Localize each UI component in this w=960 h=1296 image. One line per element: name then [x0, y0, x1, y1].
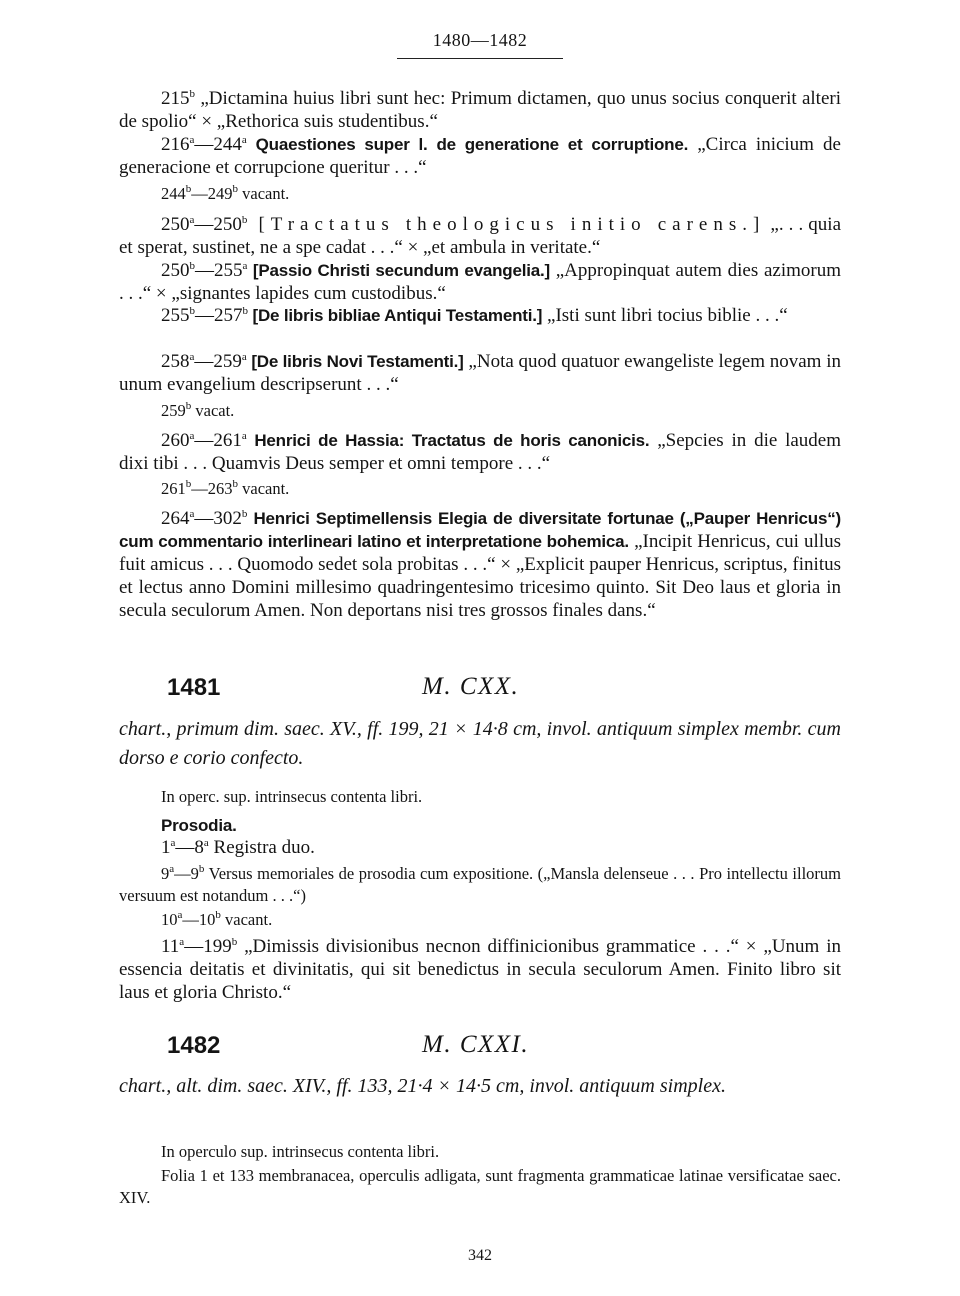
folio-side: a: [189, 508, 195, 520]
entry-number: 1481: [167, 674, 221, 701]
folio: 9: [190, 864, 199, 883]
folio: 250: [213, 214, 242, 235]
folio-side: b: [232, 478, 238, 490]
folio-side: a: [203, 837, 209, 849]
folio-side: b: [241, 214, 248, 226]
folio-dash: —: [175, 837, 195, 858]
folio-side: b: [231, 936, 238, 948]
folio: 244: [161, 184, 186, 203]
folio: 1: [161, 837, 171, 858]
folio: 216: [161, 134, 190, 155]
page-number: 342: [468, 1247, 492, 1264]
item-text: vacant.: [238, 479, 290, 498]
item-text: „Nota quod quatuor ewangeliste legem novam in unum evangelium descripserunt . . .“: [119, 351, 841, 395]
item-text: „Circa inicium de generacione et corrupcione queritur . . .“: [119, 134, 841, 178]
item-text: „Dimissis divisionibus necnon diffinicionibus grammatice . . .“ × „Unum in essencia deitatis et divinitatis, qui sit benedictus in secula seculorum Amen. Finito libro sit laus et gloria Christo.“: [119, 936, 841, 1003]
item-259b: [119, 400, 841, 422]
item-text: Versus memoriales de prosodia cum expositione. („Mansla delenseue . . . Pro intellectu illorum versuum est notandum . . .“): [119, 864, 841, 905]
item-title: [De libris Novi Testamenti.]: [246, 352, 464, 371]
item-text: „Incipit Henricus, cui ullus fuit amicus . . . Quomodo sedet sola probitas . . .“ × „Explicit pauper Henricus, scriptus, finitus et lectus anno Domini millesimo quadringentesimo tricesimo quinto. Sit Deo laus et gloria in secula seculorum Amen. Non deportans nisi tres grossos finales dans.“: [119, 531, 842, 621]
folio: 261: [213, 430, 242, 451]
folio: 8: [194, 837, 204, 858]
folio: 11: [161, 936, 180, 957]
cover-note: In operc. sup. intrinsecus contenta libri.: [161, 787, 423, 806]
folio: 255: [161, 305, 190, 326]
folio-dash: —: [182, 910, 199, 929]
folio: 249: [207, 184, 233, 203]
folio-side: a: [189, 351, 195, 363]
item-text: „Sepcies in die laudem dixi tibi . . . Quamvis Deus semper et omni tempore . . .“: [119, 430, 842, 474]
folio: 10: [198, 910, 216, 929]
folio-dash: —: [184, 936, 204, 957]
folio: 261: [161, 479, 186, 498]
codex-description: chart., alt. dim. saec. XIV., ff. 133, 21·4 × 14·5 cm, invol. antiquum simplex.: [119, 1075, 726, 1097]
folio-dash: —: [195, 260, 214, 281]
item-title: Henrici Septimellensis Elegia de diversitate fortunae („Pauper Henricus“) cum commentario interlineari latino et interpretatione bohemica.: [119, 509, 841, 551]
folio: 259: [213, 351, 242, 372]
item-9a-9b: [119, 863, 841, 907]
item-264a-302b: [119, 507, 841, 622]
folio: 244: [213, 134, 242, 155]
item-text: „. . . quia et sperat, sustinet, ne a spe cadat . . .“ × „et ambula in veritate.“: [119, 214, 841, 258]
folio-dash: —: [194, 214, 214, 235]
item-258a-259a: [119, 350, 841, 396]
folio: 259: [161, 401, 186, 420]
item-10a-10b: [119, 909, 841, 931]
shelfmark: M. CXXI.: [422, 1031, 530, 1058]
item-1a-8a: [119, 836, 841, 859]
folio: 9: [161, 864, 170, 883]
item-250b-255a: [119, 259, 841, 305]
folio-side: a: [241, 134, 247, 146]
section-title: [161, 814, 841, 837]
folio: 302: [213, 508, 242, 529]
folio-side: b: [185, 478, 192, 490]
codex-description: chart., primum dim. saec. XV., ff. 199, 21 × 14·8 cm, invol. antiquum simplex membr. cum dorso e corio confecto.: [119, 718, 841, 769]
item-title: [Tractatus theologicus initio carens.]: [247, 214, 766, 235]
folio-side: a: [169, 863, 175, 875]
header-rule: [397, 58, 563, 59]
folio-side: a: [241, 430, 247, 442]
folio-side: b: [185, 400, 192, 412]
item-255b-257b: [119, 304, 841, 327]
item-title: [Passio Christi secundum evangelia.]: [247, 261, 551, 280]
item-text: vacant.: [220, 910, 273, 929]
folio: 250: [161, 214, 190, 235]
item-title: [De libris bibliae Antiqui Testamenti.]: [248, 306, 543, 325]
folio-side: a: [189, 214, 195, 226]
folio: 258: [161, 351, 190, 372]
item-260a-261a: [119, 429, 841, 475]
item-250a-250b: [119, 213, 841, 259]
folio-dash: —: [195, 305, 214, 326]
folio-dash: —: [194, 351, 214, 372]
cover-note: In operculo sup. intrinsecus contenta libri.: [161, 1142, 440, 1161]
folio: 264: [161, 508, 190, 529]
folio-dash: —: [191, 184, 208, 203]
folio: 199: [203, 936, 232, 957]
folio: 257: [214, 305, 243, 326]
folio: 263: [207, 479, 233, 498]
folio-dash: —: [174, 864, 191, 883]
folio-dash: —: [194, 430, 214, 451]
folio-dash: —: [194, 134, 214, 155]
folio-side: a: [189, 430, 195, 442]
folio-dash: —: [194, 508, 214, 529]
folio-side: a: [170, 837, 176, 849]
item-title: Henrici de Hassia: Tractatus de horis canonicis.: [246, 431, 650, 450]
folio-side: a: [242, 260, 248, 272]
running-head: 1480—1482: [432, 30, 528, 50]
item-text: Registra duo.: [208, 837, 315, 858]
folio-side: a: [189, 134, 195, 146]
folio-side: b: [241, 508, 248, 520]
item-11a-199b: [119, 935, 841, 1004]
folio: 255: [214, 260, 243, 281]
folio-side: b: [189, 260, 195, 272]
item-244b-249b: [119, 183, 841, 205]
folio-side: b: [189, 88, 195, 100]
item-215b: [119, 87, 841, 133]
folio-side: b: [215, 909, 221, 921]
item-text: „Isti sunt libri tocius biblie . . .“: [542, 305, 788, 326]
item-216a-244a: [119, 133, 841, 179]
folio-side: b: [198, 863, 205, 875]
item-title: Quaestiones super l. de generatione et corruptione.: [246, 135, 689, 154]
folio-side: a: [179, 936, 185, 948]
item-261b-263b: [119, 478, 841, 500]
folio-side: b: [242, 305, 248, 317]
folio: 215: [161, 88, 190, 109]
folio-side: a: [241, 351, 247, 363]
folio: 250: [161, 260, 190, 281]
folio-side: a: [177, 909, 183, 921]
folio: 260: [161, 430, 190, 451]
folio-side: b: [185, 183, 192, 195]
shelfmark: M. CXX.: [422, 673, 520, 700]
folio: 10: [161, 910, 178, 929]
section-title-text: Prosodia.: [161, 816, 237, 835]
entry-number: 1482: [167, 1032, 221, 1059]
folio-side: b: [232, 183, 238, 195]
folio-dash: —: [191, 479, 208, 498]
item-text: vacant.: [238, 184, 290, 203]
item-text: vacat.: [191, 401, 235, 420]
item-text: „Dictamina huius libri sunt hec: Primum dictamen, quo unus socius conquerit alteri de spolio“ × „Rethorica suis studentibus.“: [119, 88, 841, 132]
folio-side: b: [189, 305, 195, 317]
item-text: „Appropinquat autem dies azimorum . . .“ × „signantes lapides cum custodibus.“: [119, 260, 841, 304]
folia-note: Folia 1 et 133 membranacea, operculis adligata, sunt fragmenta grammaticae latinae versificatae saec. XIV.: [119, 1166, 841, 1207]
